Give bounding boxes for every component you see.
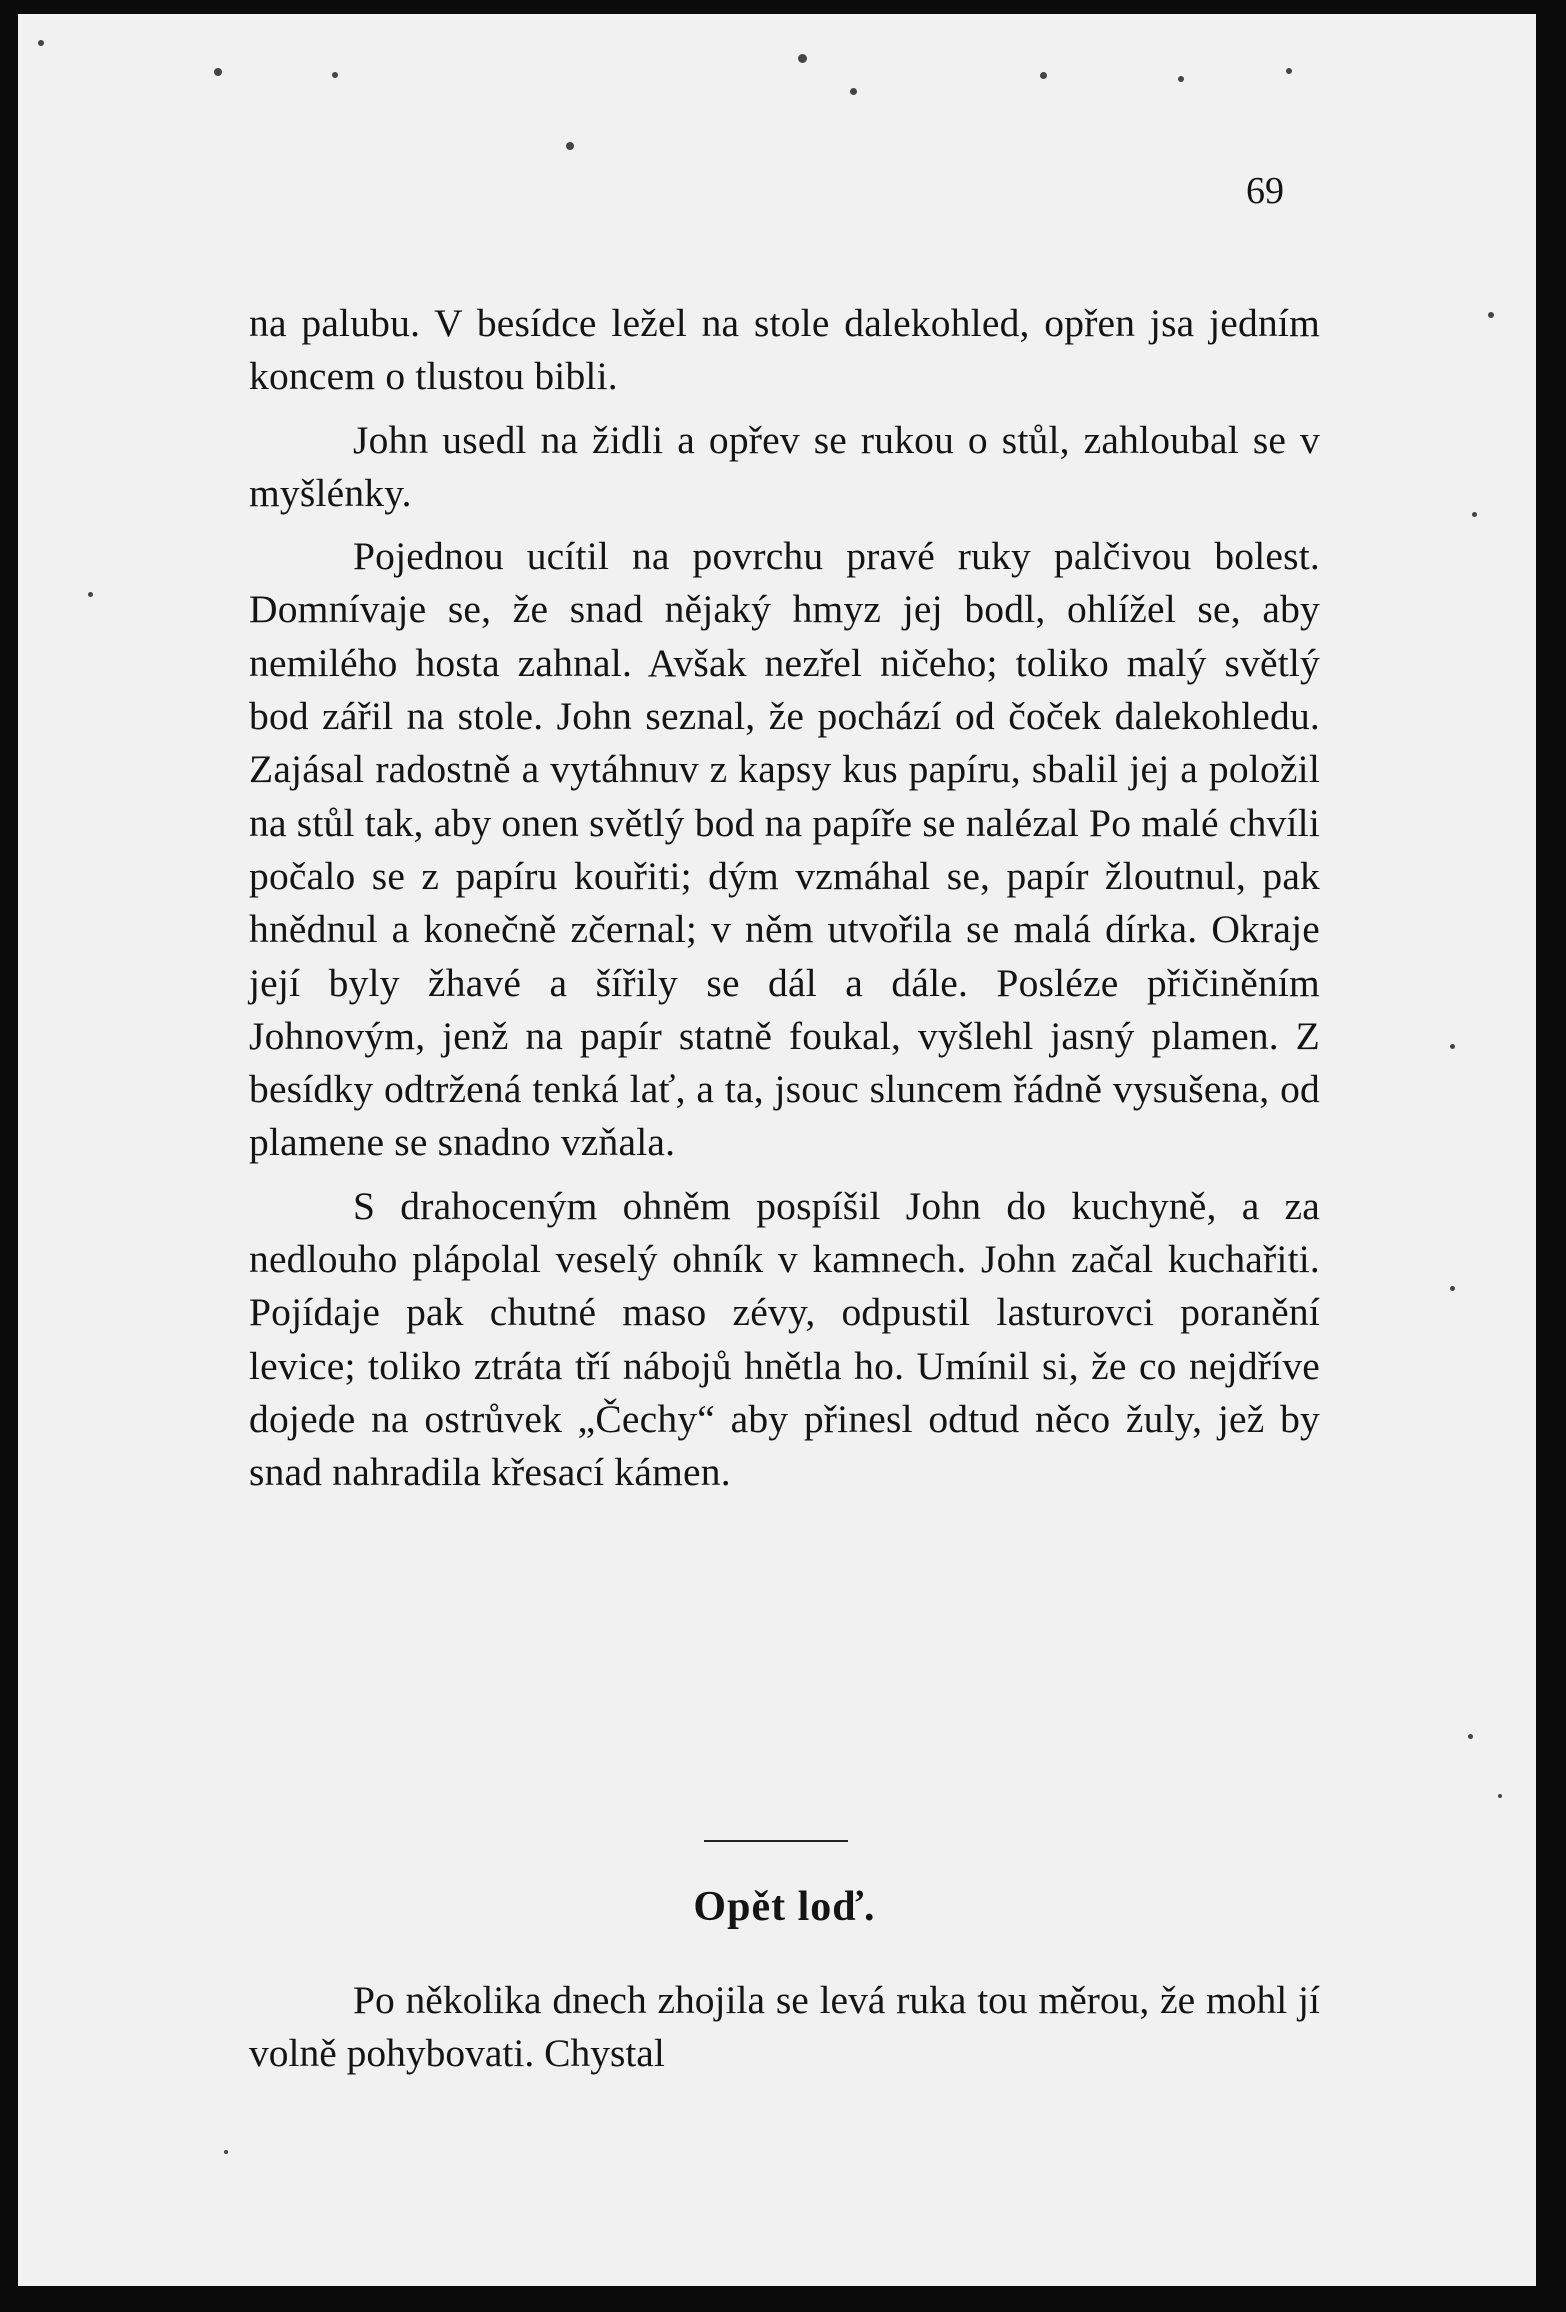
section-divider	[704, 1840, 848, 1842]
scan-border-left	[0, 0, 18, 2312]
scan-speck	[1286, 68, 1292, 74]
scan-speck	[1450, 1286, 1455, 1291]
scan-speck	[332, 72, 338, 78]
scan-speck	[1178, 76, 1184, 82]
scan-speck	[1472, 512, 1477, 517]
paragraph-1: na palubu. V besídce ležel na stole dalekohled, opřen jsa jedním koncem o tlustou bibli.	[249, 301, 1320, 399]
scan-speck	[38, 40, 44, 46]
section-title: Opět loď.	[693, 1884, 876, 1930]
scan-speck	[1450, 1044, 1455, 1049]
scan-speck	[566, 142, 574, 150]
scan-border-right	[1536, 0, 1566, 2312]
section-paragraph-1: Po několika dnech zhojila se levá ruka tou měrou, že mohl jí volně pohybovati. Chystal	[249, 1978, 1320, 2076]
scan-speck	[224, 2150, 228, 2154]
paragraph-3: Pojednou ucítil na povrchu pravé ruky palčivou bolest. Domnívaje se, že snad nějaký hmyz jej bodl, ohlížel se, aby nemilého hosta zahnal. Avšak nezřel ničeho; toliko malý světlý bod zářil na stole. John seznal, že pochází od čoček dalekohledu. Zajásal radostně a vytáhnuv z kapsy kus papíru, sbalil jej a položil na stůl tak, aby onen světlý bod na papíře se nalézal Po malé chvíli počalo se z papíru kouřiti; dým vzmáhal se, papír žloutnul, pak hnědnul a konečně zčernal; v něm utvořila se malá dírka. Okraje její byly žhavé a šířily se dál a dále. Posléze přičiněním Johnovým, jenž na papír statně foukal, vyšlehl jasný plamen. Z besídky odtržená tenká lať, a ta, jsouc sluncem řádně vysušena, od plamene se snadno vzňala.	[249, 534, 1321, 1165]
scan-speck	[1488, 312, 1494, 318]
scan-speck	[850, 88, 857, 95]
paragraph-2: John usedl na židli a opřev se rukou o stůl, zahloubal se v myšlénky.	[249, 417, 1320, 515]
book-page	[18, 14, 1536, 2286]
scan-speck	[88, 592, 93, 597]
page-number: 69	[1246, 170, 1284, 212]
scan-speck	[798, 54, 807, 63]
scan-speck	[1468, 1734, 1473, 1739]
section-body-text	[249, 1974, 1320, 2081]
scan-border-top	[0, 0, 1566, 14]
paragraph-4: S drahoceným ohněm pospíšil John do kuchyně, a za nedlouho plápolal veselý ohník v kamnech. John začal kuchařiti. Pojídaje pak chutné maso zévy, odpustil lasturovci poranění levice; toliko ztráta tří nábojů hnětla ho. Umínil si, že co nejdříve dojede na ostrůvek „Čechy“ aby přinesl odtud něco žuly, jež by snad nahradila křesací kámen.	[249, 1183, 1320, 1495]
scan-speck	[1498, 1794, 1502, 1798]
scan-border-bottom	[0, 2286, 1566, 2312]
body-text	[249, 297, 1320, 1500]
scan-speck	[1040, 72, 1047, 79]
scan-speck	[214, 68, 222, 76]
